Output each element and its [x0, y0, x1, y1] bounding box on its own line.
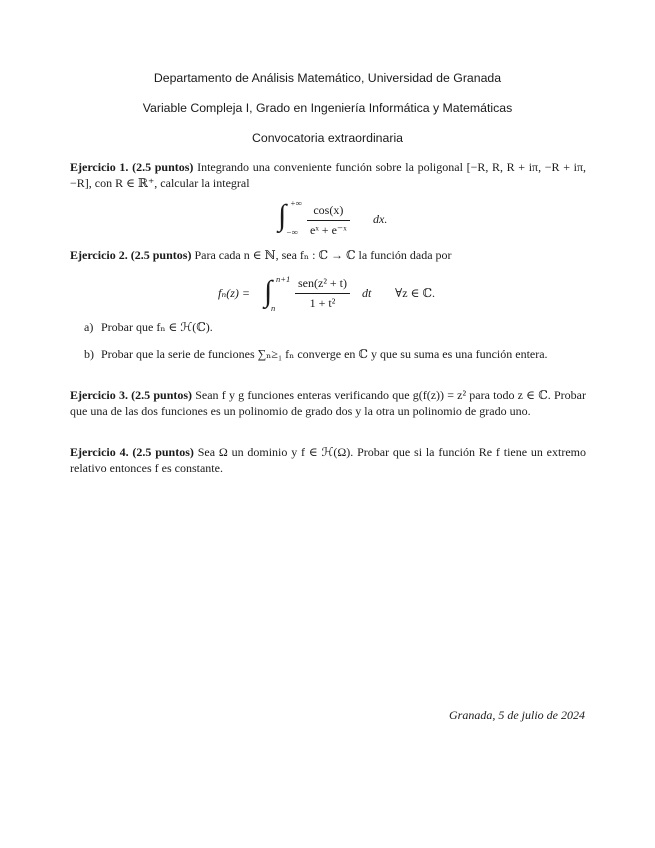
exercise-4-title: Ejercicio 4. — [70, 445, 129, 459]
exercise-3 — [70, 387, 586, 419]
integral-upper-limit: +∞ — [290, 198, 302, 208]
exercise-2-points: (2.5 puntos) — [130, 248, 192, 262]
course-heading: Variable Compleja I, Grado en Ingeniería Informática y Matemáticas — [142, 101, 513, 115]
exercise-2-fraction — [295, 276, 350, 311]
integral-lower-limit: n — [271, 303, 276, 313]
exercise-1-text: Integrando una conveniente función sobre la poligonal [−R, R, R + iπ, −R + iπ, −R], con R ∈ ℝ⁺, calcular la integral — [70, 160, 587, 191]
item-text: Probar que fₙ ∈ ℋ(ℂ). — [101, 320, 213, 334]
integral-lower-limit: −∞ — [286, 227, 298, 237]
integral-sign: ∫ — [264, 275, 273, 308]
fraction-denominator: eˣ + e⁻ˣ — [307, 220, 350, 238]
exercise-2-formula — [218, 272, 448, 316]
exercise-3-text: Sean f y g funciones enteras verificando que g(f(z)) = z² para todo z ∈ ℂ. Probar que una de las dos funciones es un polinomio de grado dos y la otra un polinomio de grado uno. — [70, 388, 586, 419]
formula-lhs: fₙ(z) = — [218, 286, 250, 300]
integral-upper-limit: n+1 — [276, 274, 291, 284]
place-date: Granada, 5 de julio de 2024 — [449, 708, 585, 722]
exercise-1 — [70, 159, 586, 191]
exercise-1-fraction — [307, 203, 350, 238]
item-text: Probar que la serie de funciones ∑ₙ≥₁ fₙ converge en ℂ y que su suma es una función entera. — [101, 347, 548, 361]
fraction-numerator: cos(x) — [313, 203, 344, 217]
exercise-2-title: Ejercicio 2. — [70, 248, 128, 262]
exercise-1-title: Ejercicio 1. — [70, 160, 129, 174]
exercise-2-item-b — [80, 346, 586, 362]
exercise-4-text: Sea Ω un dominio y f ∈ ℋ(Ω). Probar que si la función Re f tiene un extremo relativo entonces f es constante. — [70, 445, 586, 476]
fraction-numerator: sen(z² + t) — [298, 276, 348, 290]
item-label: a) — [84, 320, 94, 334]
session-heading: Convocatoria extraordinaria — [251, 131, 404, 145]
exercise-2-item-a — [80, 319, 586, 335]
differential: dt — [362, 286, 372, 300]
exercise-4 — [70, 444, 586, 476]
integral-sign: ∫ — [278, 199, 287, 232]
exercise-4-points: (2.5 puntos) — [132, 445, 194, 459]
exercise-2-text: Para cada n ∈ ℕ, sea fₙ : ℂ → ℂ la función dada por — [194, 248, 452, 262]
exercise-1-formula — [278, 198, 398, 238]
exercise-2 — [70, 247, 586, 263]
department-heading: Departamento de Análisis Matemático, Universidad de Granada — [153, 71, 502, 85]
formula-condition: ∀z ∈ ℂ. — [395, 286, 436, 300]
differential: dx. — [373, 212, 388, 226]
exercise-1-points: (2.5 puntos) — [132, 160, 194, 174]
exercise-3-title: Ejercicio 3. — [70, 388, 128, 402]
fraction-denominator: 1 + t² — [295, 293, 350, 311]
item-label: b) — [84, 347, 94, 361]
exercise-3-points: (2.5 puntos) — [131, 388, 193, 402]
